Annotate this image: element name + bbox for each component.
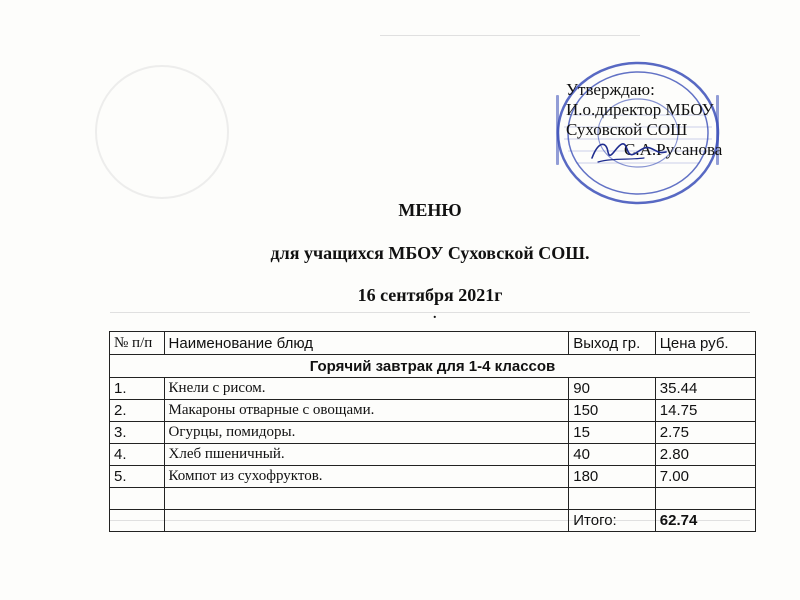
header-price: Цена руб. — [655, 332, 755, 355]
dish-price: 14.75 — [655, 400, 755, 422]
header-number: № п/п — [110, 332, 165, 355]
approval-school: Суховской СОШ — [566, 120, 688, 139]
row-number: 4. — [110, 444, 165, 466]
dish-name: Хлеб пшеничный. — [164, 444, 569, 466]
document-date: 16 сентября 2021г — [357, 285, 503, 305]
section-title: Горячий завтрак для 1-4 классов — [110, 355, 756, 378]
row-number: 5. — [110, 466, 165, 488]
dish-weight: 15 — [569, 422, 656, 444]
header-weight: Выход гр. — [569, 332, 656, 355]
dish-name: Макароны отварные с овощами. — [164, 400, 569, 422]
stray-mark: . — [433, 307, 437, 322]
row-number: 1. — [110, 378, 165, 400]
ghost-stamp-mark — [95, 65, 229, 199]
empty-row — [110, 488, 756, 510]
empty-cell — [164, 510, 569, 532]
empty-cell — [164, 488, 569, 510]
dish-name: Компот из сухофруктов. — [164, 466, 569, 488]
dish-weight: 40 — [569, 444, 656, 466]
approval-heading: Утверждаю: — [566, 80, 655, 99]
empty-cell — [110, 488, 165, 510]
ghost-line — [110, 312, 750, 313]
dish-price: 2.75 — [655, 422, 755, 444]
table-header-row — [110, 332, 756, 355]
dish-weight: 150 — [569, 400, 656, 422]
dish-price: 2.80 — [655, 444, 755, 466]
approval-signatory: С.А.Русанова — [624, 140, 723, 159]
total-value: 62.74 — [655, 510, 755, 532]
approval-position: И.о.директор МБОУ — [566, 100, 714, 119]
dish-price: 7.00 — [655, 466, 755, 488]
dish-name: Кнели с рисом. — [164, 378, 569, 400]
table-row — [110, 444, 756, 466]
table-row — [110, 400, 756, 422]
empty-cell — [110, 510, 165, 532]
header-dish-name: Наименование блюд — [164, 332, 569, 355]
empty-cell — [655, 488, 755, 510]
menu-table — [109, 331, 756, 532]
empty-cell — [569, 488, 656, 510]
total-label: Итого: — [569, 510, 656, 532]
dish-name: Огурцы, помидоры. — [164, 422, 569, 444]
row-number: 2. — [110, 400, 165, 422]
document-subtitle: для учащихся МБОУ Суховской СОШ. — [270, 243, 590, 263]
table-row — [110, 422, 756, 444]
document-title: МЕНЮ — [398, 200, 462, 220]
ghost-line — [380, 35, 640, 36]
table-row — [110, 466, 756, 488]
section-row — [110, 355, 756, 378]
row-number: 3. — [110, 422, 165, 444]
dish-weight: 90 — [569, 378, 656, 400]
dish-weight: 180 — [569, 466, 656, 488]
total-row — [110, 510, 756, 532]
table-row — [110, 378, 756, 400]
director-signature — [588, 132, 668, 168]
dish-price: 35.44 — [655, 378, 755, 400]
